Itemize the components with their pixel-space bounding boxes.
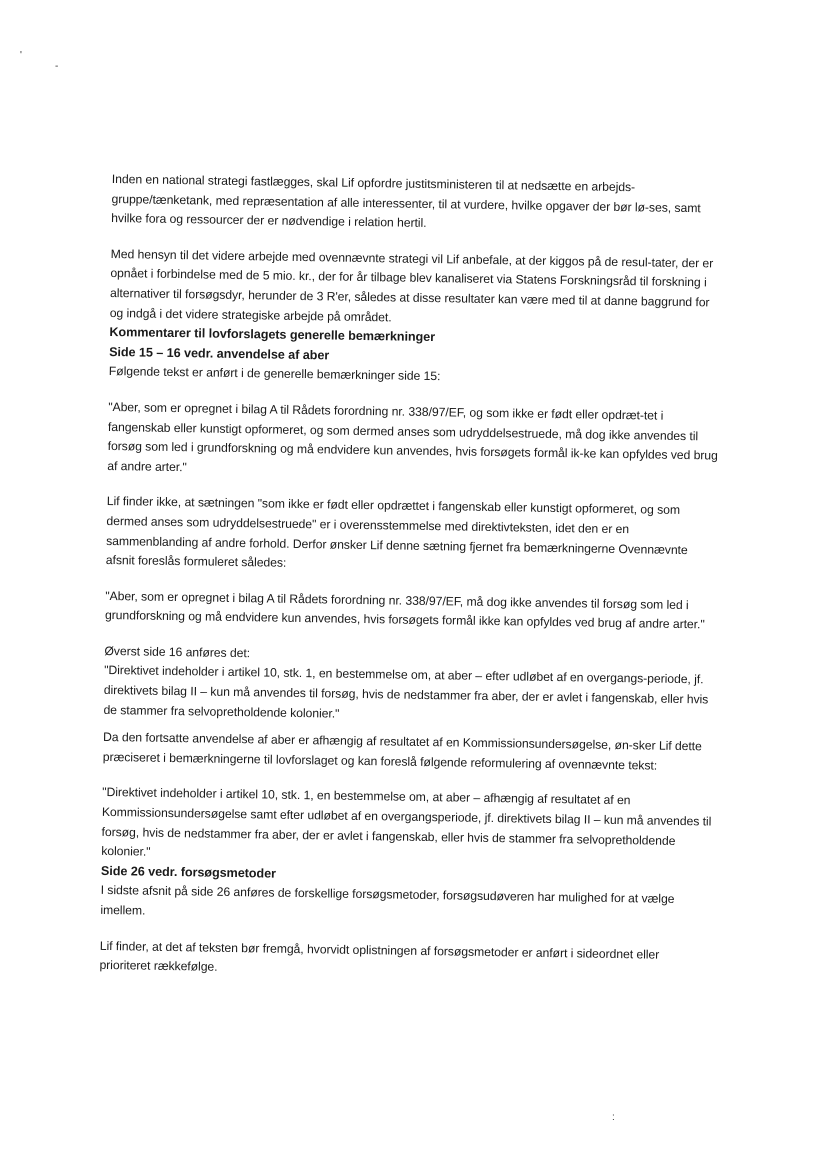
scan-speck: ' (20, 50, 22, 61)
document-body (99, 170, 724, 985)
paragraph-test-methods: I sidste afsnit på side 26 anføres de forskellige forsøgsmetoder, forsøgsudøveren har mulighed for at vælge imellem. (100, 883, 675, 918)
paragraph-further-work: Med hensyn til det videre arbejde med ovennævnte strategi vil Lif anbefale, at der kiggos på de resul-tater, der er opnået i forbindelse med de 5 mio. kr., der for år tilbage blev kanaliseret via Statens Forskningsråd til forskning i alternativer til forsøgsdyr, herunder de 3 R'er, således at disse resultater kan være med til at danne baggrund for og indgå i det videre strategiske arbejde på området. (109, 246, 714, 324)
paragraph-top-page-16: Øverst side 16 anføres det: (104, 643, 251, 661)
scan-speck: - (55, 61, 59, 72)
heading-general-remarks: Kommentarer til lovforslagets generelle bemærkninger (109, 325, 436, 345)
quote-aber-proposed: "Aber, som er opregnet i bilag A til Rådets forordning nr. 338/97/EF, må dog ikke anvendes til forsøg som led i grundforskning og må endvidere kun anvendes, hvis forsøgets formål ikke kan opfyldes ved brug af andre arter." (104, 588, 705, 632)
scan-speck: : (612, 1112, 615, 1123)
quote-aber-original: "Aber, som er opregnet i bilag A til Rådets forordning nr. 338/97/EF, og som ikke er født eller opdræt-tet i fangenskab eller kunstigt opformeret, og som dermed anses som udryddelsestruede, må dog ikke anvendes til forsøg som led i grundforskning og må endvidere kun anvendes, hvis forsøgets formål ik-ke kan opfyldes ved brug af andre arter." (107, 399, 718, 474)
paragraph-following-text: Følgende tekst er anført i de generelle bemærkninger side 15: (108, 364, 441, 384)
paragraph-lif-objection: Lif finder ikke, at sætningen "som ikke er født eller opdrættet i fangenskab eller kunstigt opformeret, og som dermed anses som udryddelsestruede" er i overensstemmelse med direktivteksten, idet den er en sammenblanding af andre forhold. Derfor ønsker Lif denne sætning fjernet fra bemærkningerne Ovennævnte afsnit foreslås formuleret således: (105, 494, 688, 570)
paragraph-commission-study: Da den fortsatte anvendelse af aber er afhængig af resultatet af en Kommissionsundersøgelse, øn-sker Lif dette præciseret i bemærkningerne til lovforslaget og kan foreslå følgende reformulering af ovennævnte tekst: (102, 730, 702, 773)
heading-page-26: Side 26 vedr. forsøgsmetoder (100, 863, 277, 881)
heading-page-15-16: Side 15 – 16 vedr. anvendelse af aber (109, 344, 330, 363)
paragraph-strategy: Inden en national strategi fastlægges, skal Lif opfordre justitsministeren til at nedsætte en arbejds-gruppe/tænketank, med repræsentation af alle interessenter, til at vurdere, hvilke opgaver der bør lø-ses, samt hvilke fora og ressourcer der er nødvendige i relation hertil. (111, 171, 701, 231)
quote-directive-original: "Direktivet indeholder i artikel 10, stk. 1, en bestemmelse om, at aber – efter udløbet af en overgangs-periode, jf. direktivets bilag II – kun må anvendes til forsøg, hvis de nedstammer fra aber, der er avlet i fangenskab, eller hvis de stammer fra selvopretholdende kolonier." (103, 663, 709, 721)
quote-directive-proposed: "Direktivet indeholder i artikel 10, stk. 1, en bestemmelse om, at aber – afhængig af resultatet af en Kommissionsundersøgelse samt efter udløbet af en overgangsperiode, jf. direktivets bilag II – kun må anvendes til forsøg, hvis de nedstammer fra aber, der er avlet i fangenskab, eller hvis de stammer fra selvopretholdende kolonier." (101, 785, 712, 859)
paragraph-method-order: Lif finder, at det af teksten bør fremgå, hvorvidt oplistningen af forsøgsmetoder er anført i sideordnet eller prioriteret rækkefølge. (99, 938, 660, 974)
